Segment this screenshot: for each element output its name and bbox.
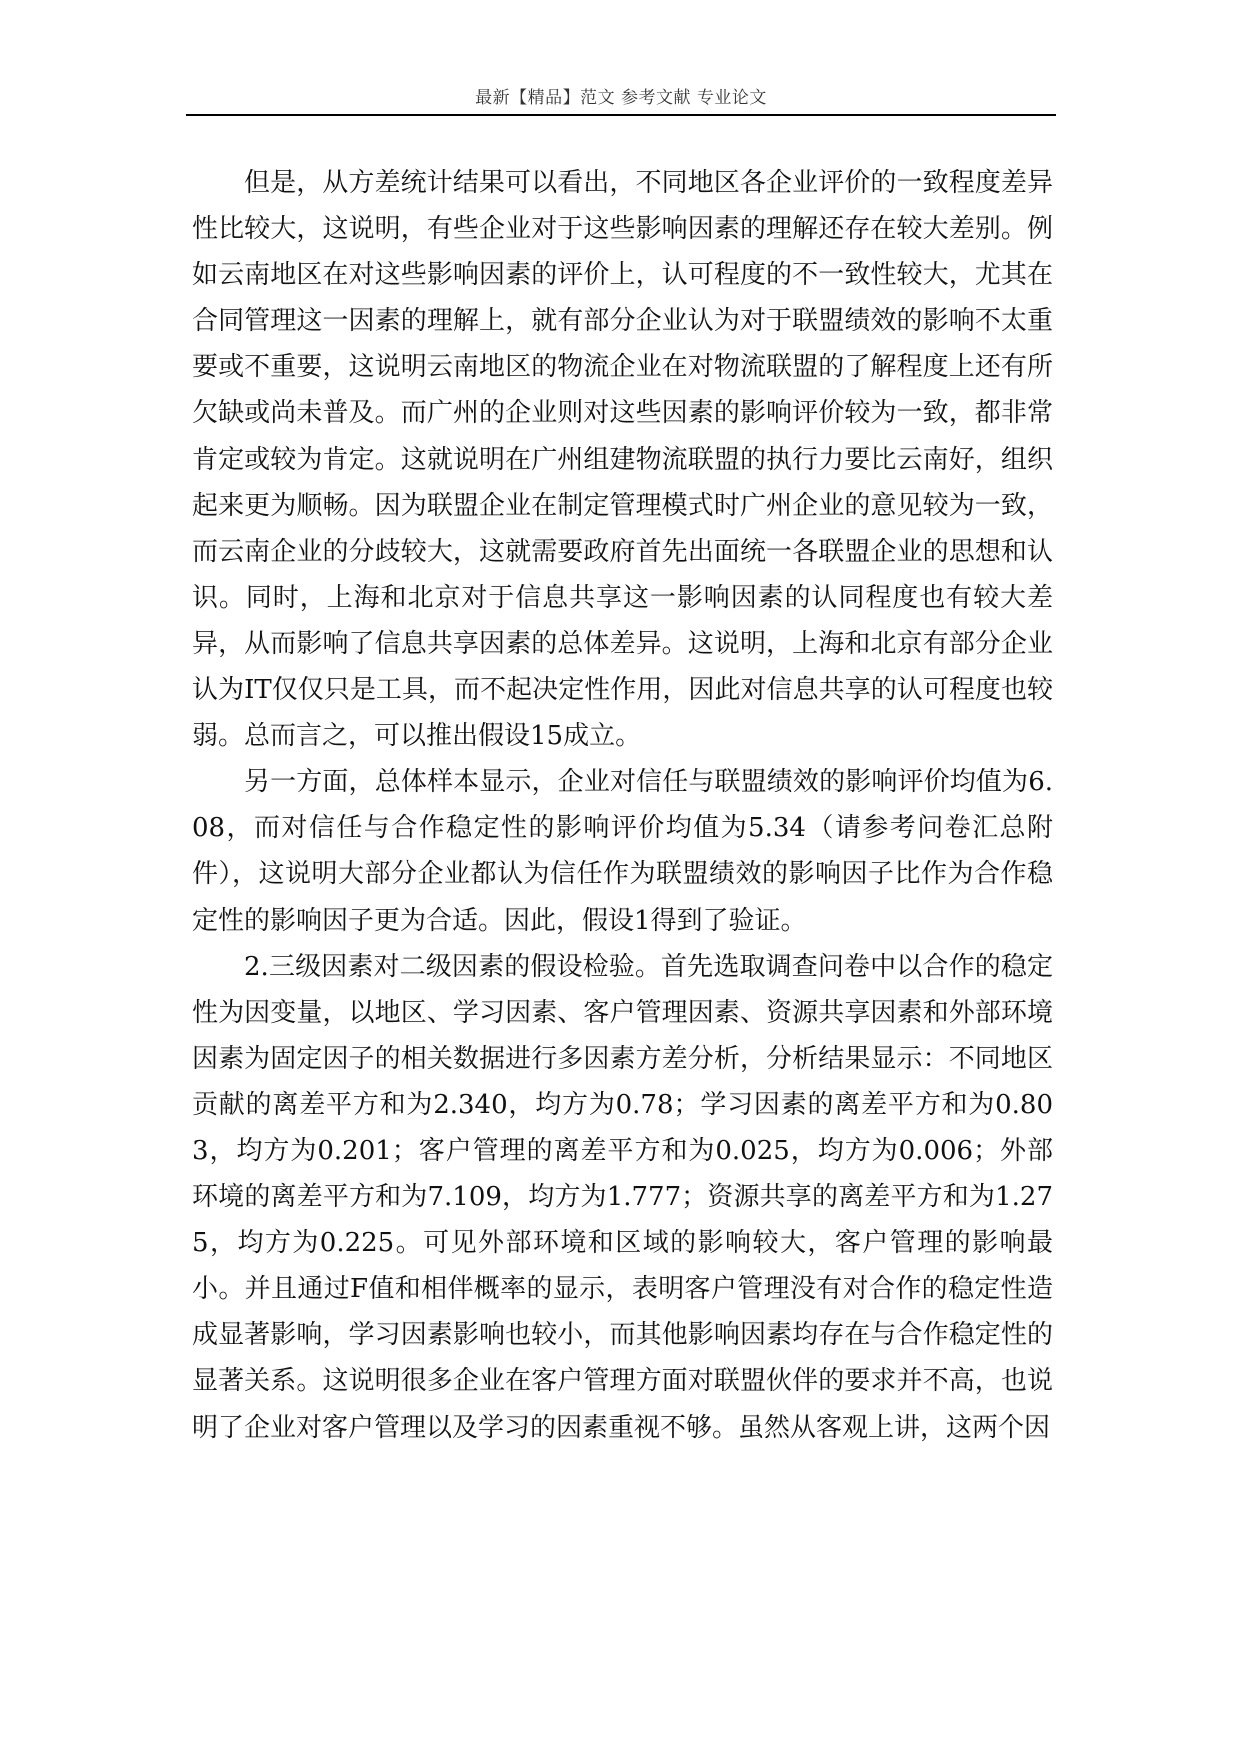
paragraph-tertiary-factor-test: 2.三级因素对二级因素的假设检验。首先选取调查问卷中以合作的稳定性为因变量，以地区、学习因素、客户管理因素、资源共享因素和外部环境因素为固定因子的相关数据进行多因素方差分析，分析结果显示：不同地区贡献的离差平方和为2.340，均方为0.78；学习因素的离差平方和为0.803，均方为0.201；客户管理的离差平方和为0.025，均方为0.006；外部环境的离差平方和为7.109，均方为1.777；资源共享的离差平方和为1.275，均方为0.225。可见外部环境和区域的影响较大，客户管理的影响最小。并且通过F值和相伴概率的显示，表明客户管理没有对合作的稳定性造成显著影响，学习因素影响也较小，而其他影响因素均存在与合作稳定性的显著关系。这说明很多企业在客户管理方面对联盟伙伴的要求并不高，也说明了企业对客户管理以及学习的因素重视不够。虽然从客观上讲，这两个因 (192, 951, 1053, 1443)
page-header: 最新【精品】范文 参考文献 专业论文 (475, 88, 767, 108)
paragraph-variance-analysis: 但是，从方差统计结果可以看出，不同地区各企业评价的一致程度差异性比较大，这说明，有些企业对于这些影响因素的理解还存在较大差别。例如云南地区在对这些影响因素的评价上，认可程度的不一致性较大，尤其在合同管理这一因素的理解上，就有部分企业认为对于联盟绩效的影响不太重要或不重要，这说明云南地区的物流企业在对物流联盟的了解程度上还有所欠缺或尚未普及。而广州的企业则对这些因素的影响评价较为一致，都非常肯定或较为肯定。这就说明在广州组建物流联盟的执行力要比云南好，组织起来更为顺畅。因为联盟企业在制定管理模式时广州企业的意见较为一致，而云南企业的分歧较大，这就需要政府首先出面统一各联盟企业的思想和认识。同时，上海和北京对于信息共享这一影响因素的认同程度也有较大差异，从而影响了信息共享因素的总体差异。这说明，上海和北京有部分企业认为IT仅仅只是工具，而不起决定性作用，因此对信息共享的认可程度也较弱。总而言之，可以推出假设15成立。 (192, 168, 1053, 752)
body-text (192, 160, 1053, 1451)
paragraph-trust-evaluation: 另一方面，总体样本显示，企业对信任与联盟绩效的影响评价均值为6.08，而对信任与合作稳定性的影响评价均值为5.34（请参考问卷汇总附件），这说明大部分企业都认为信任作为联盟绩效的影响因子比作为合作稳定性的影响因子更为合适。因此，假设1得到了验证。 (192, 767, 1053, 936)
header-rule (186, 114, 1056, 116)
